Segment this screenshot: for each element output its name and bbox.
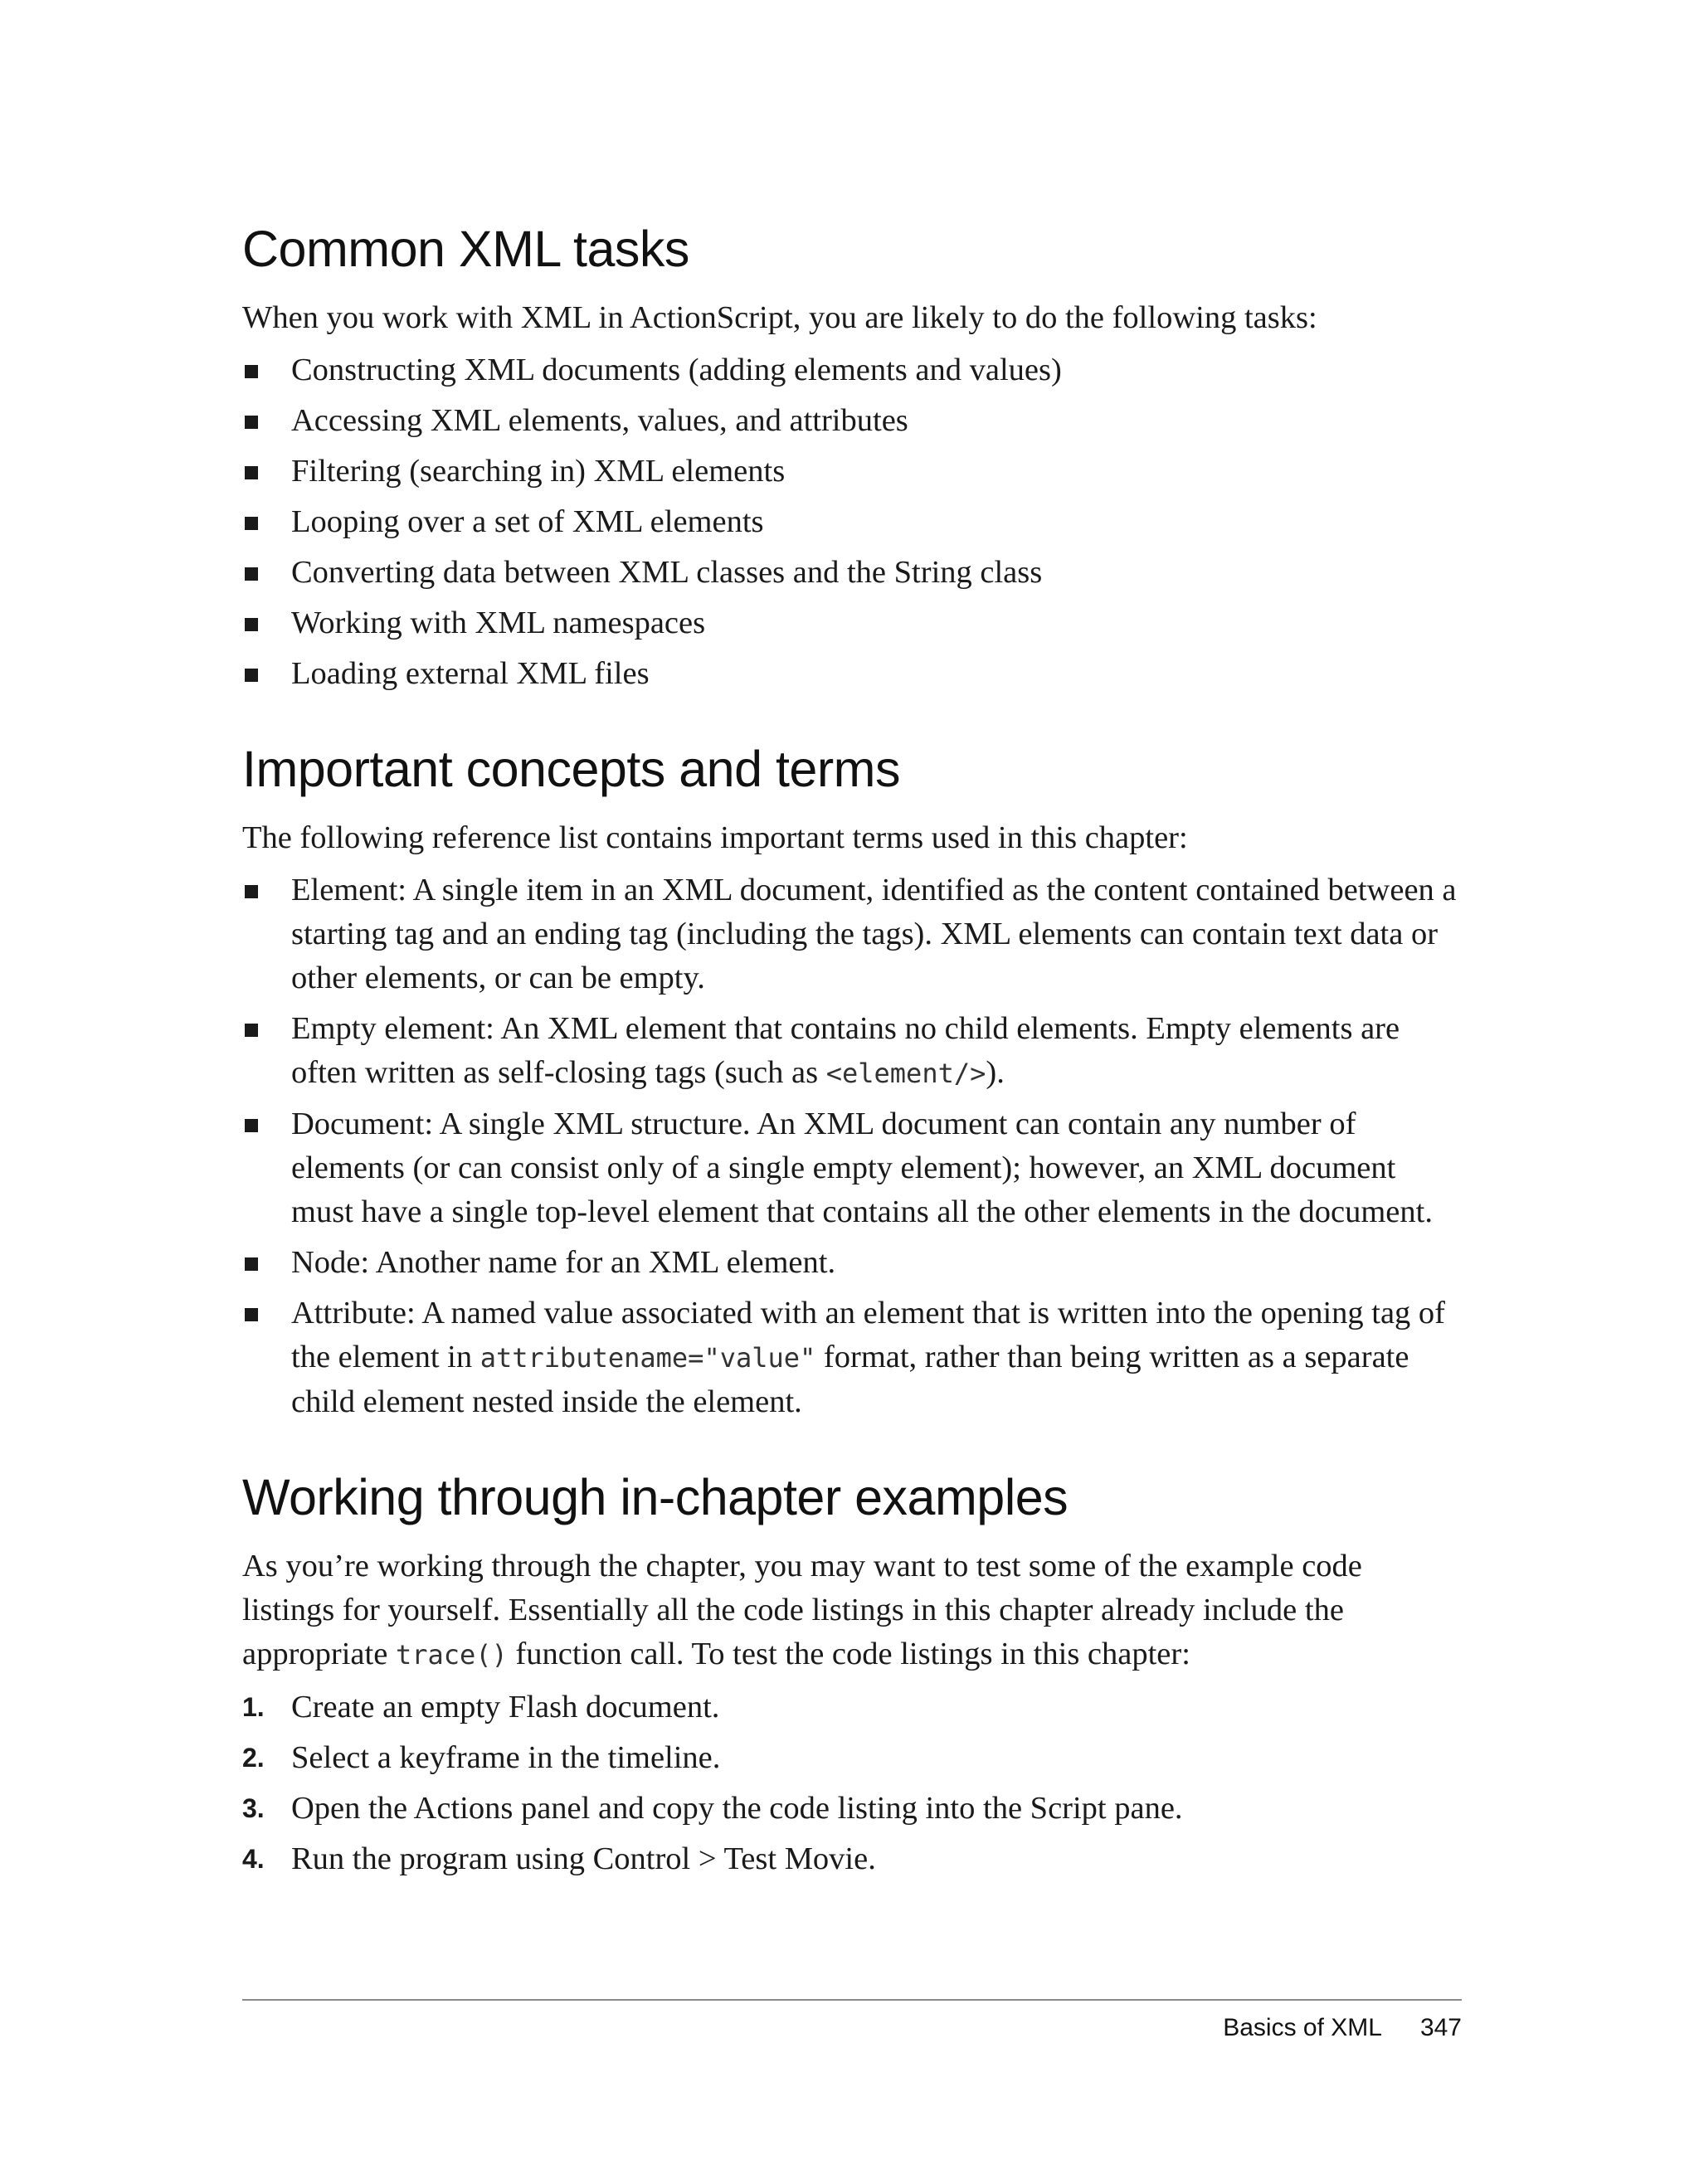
- inline-code: <element/>: [825, 1058, 986, 1089]
- list-item-text: Accessing XML elements, values, and attributes: [291, 403, 908, 438]
- term-text-after: ).: [986, 1055, 1005, 1090]
- step-number: 4.: [242, 1844, 265, 1874]
- section-intro: [242, 1544, 1462, 1677]
- list-item: [242, 601, 1462, 645]
- list-item: [242, 551, 1462, 595]
- list-item: [242, 652, 1462, 696]
- task-list: [242, 348, 1462, 696]
- step-item: [242, 1685, 1462, 1729]
- term-text: Document: A single XML structure. An XML document can contain any number of elements (or can consist only of a single empty element); however, an XML document must have a single top-level element that contains all the other elements in the document.: [291, 1107, 1433, 1229]
- section-common-xml-tasks: [242, 221, 1462, 696]
- list-item-text: Constructing XML documents (adding elements and values): [291, 353, 1062, 387]
- terms-list: [242, 868, 1462, 1424]
- step-text: Run the program using Control > Test Movie.: [291, 1841, 876, 1876]
- list-item-text: Filtering (searching in) XML elements: [291, 454, 786, 489]
- inline-code: attributename="value": [480, 1342, 816, 1374]
- section-heading: Important concepts and terms: [242, 741, 900, 797]
- steps-list: [242, 1685, 1462, 1881]
- bullet-icon: [245, 365, 258, 378]
- term-text: Element: A single item in an XML document, identified as the content contained between a starting tag and an ending tag (including the tags). XML elements can contain text data or other elements, or can be empty.: [291, 873, 1457, 995]
- bullet-icon: [245, 618, 258, 631]
- term-item-attribute: [242, 1291, 1462, 1424]
- inline-code: trace(): [395, 1639, 508, 1671]
- section-heading: Common XML tasks: [242, 221, 689, 277]
- page-content: [242, 221, 1462, 1888]
- section-intro: The following reference list contains important terms used in this chapter:: [242, 820, 1188, 855]
- term-text: Node: Another name for an XML element.: [291, 1245, 836, 1280]
- term-text-before: Empty element: An XML element that contains no child elements. Empty elements are often written as self-closing tags (such as: [291, 1011, 1400, 1090]
- term-item-empty-element: [242, 1007, 1462, 1096]
- list-item: [242, 500, 1462, 544]
- step-text: Create an empty Flash document.: [291, 1690, 720, 1724]
- term-text-after: format, rather than being written as a separate child element nested inside the element.: [291, 1340, 1409, 1419]
- step-text: Select a keyframe in the timeline.: [291, 1740, 721, 1775]
- list-item: [242, 450, 1462, 494]
- step-item: [242, 1736, 1462, 1780]
- page-number: 347: [1419, 2014, 1462, 2041]
- term-text-before: Attribute: A named value associated with an element that is written into the opening tag of the element in: [291, 1296, 1446, 1374]
- page-footer: [1223, 2014, 1462, 2042]
- footer-divider: [242, 1999, 1462, 2001]
- step-number: 2.: [242, 1743, 265, 1773]
- term-item-document: [242, 1102, 1462, 1234]
- bullet-icon: [245, 567, 258, 581]
- bullet-icon: [245, 1308, 258, 1321]
- list-item-text: Converting data between XML classes and the String class: [291, 555, 1043, 590]
- bullet-icon: [245, 885, 258, 898]
- bullet-icon: [245, 1257, 258, 1271]
- list-item: [242, 348, 1462, 392]
- section-intro: When you work with XML in ActionScript, you are likely to do the following tasks:: [242, 300, 1317, 335]
- step-item: [242, 1787, 1462, 1831]
- bullet-icon: [245, 466, 258, 479]
- list-item: [242, 399, 1462, 443]
- section-heading: Working through in-chapter examples: [242, 1469, 1069, 1525]
- intro-text-after: function call. To test the code listings in this chapter:: [507, 1637, 1190, 1671]
- step-number: 3.: [242, 1793, 265, 1823]
- section-concepts-and-terms: [242, 741, 1462, 1424]
- bullet-icon: [245, 1119, 258, 1132]
- step-text: Open the Actions panel and copy the code listing into the Script pane.: [291, 1791, 1183, 1826]
- list-item-text: Working with XML namespaces: [291, 606, 706, 640]
- bullet-icon: [245, 517, 258, 530]
- bullet-icon: [245, 1024, 258, 1037]
- term-item-element: [242, 868, 1462, 1000]
- footer-chapter-title: Basics of XML: [1223, 2014, 1382, 2041]
- list-item-text: Looping over a set of XML elements: [291, 504, 764, 539]
- step-item: [242, 1837, 1462, 1881]
- step-number: 1.: [242, 1692, 265, 1722]
- bullet-icon: [245, 669, 258, 682]
- term-item-node: [242, 1241, 1462, 1285]
- list-item-text: Loading external XML files: [291, 656, 650, 691]
- intro-text-before: As you’re working through the chapter, you may want to test some of the example code listings for yourself. Essentially all the code listings in this chapter already include the appropriate: [242, 1549, 1362, 1671]
- bullet-icon: [245, 416, 258, 429]
- section-in-chapter-examples: [242, 1469, 1462, 1881]
